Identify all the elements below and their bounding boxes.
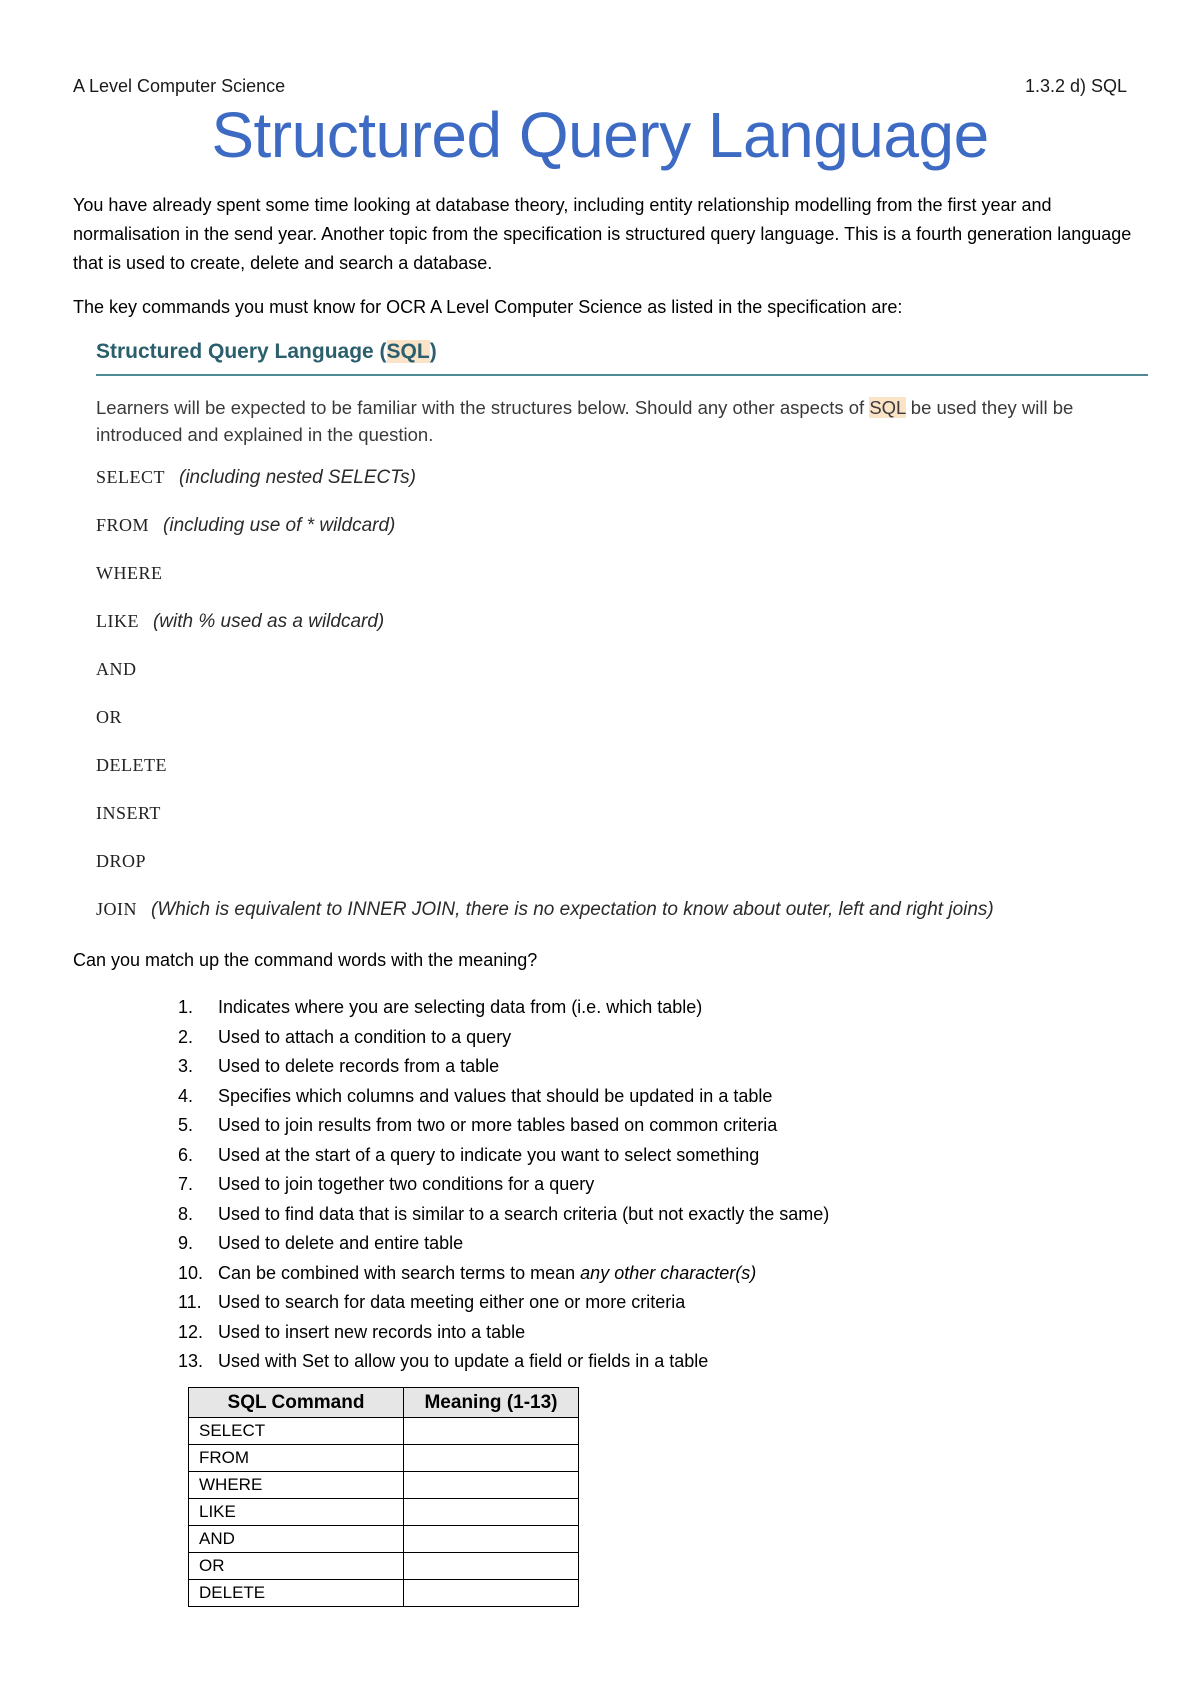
command-name: OR [96,707,123,727]
meaning-answer-cell[interactable] [404,1418,579,1445]
item-text: Used to attach a condition to a query [218,1026,512,1047]
spec-heading-highlight: SQL [386,340,430,363]
item-text: Used to find data that is similar to a search criteria (but not exactly the same) [218,1203,830,1224]
command-cell: WHERE [189,1472,404,1499]
list-item [178,1200,829,1230]
spec-command-item [96,707,122,729]
command-name: INSERT [96,803,161,823]
header-topic-code: 1.3.2 d) SQL [1024,76,1127,96]
item-text: Used to delete records from a table [218,1056,500,1076]
item-text: Used to join together two conditions for a query [218,1174,595,1194]
spec-heading-suffix: ) [429,340,437,363]
list-item [178,1170,829,1200]
item-number: 11. [178,1292,202,1312]
list-item [178,1318,829,1348]
spec-command-item [96,515,395,537]
spec-description [96,394,1146,448]
spec-heading [96,340,437,364]
header-course: A Level Computer Science [73,76,286,96]
list-item [178,1347,829,1377]
item-number: 2. [178,1026,194,1047]
item-text-italic: any other character(s) [580,1262,757,1283]
spec-heading-prefix: Structured Query Language ( [96,340,387,363]
table-row [189,1499,579,1526]
item-text: Specifies which columns and values that should be updated in a table [218,1085,773,1106]
list-item [178,1052,829,1082]
command-cell: AND [189,1526,404,1553]
item-text: Can be combined with search terms to mean [218,1262,581,1283]
spec-command-item [96,611,384,633]
spec-command-item [96,659,137,681]
table-row [189,1445,579,1472]
table-row [189,1418,579,1445]
meaning-answer-cell[interactable] [404,1445,579,1472]
command-note: (with % used as a wildcard) [152,611,385,632]
list-item [178,1288,829,1318]
item-text: Used to delete and entire table [218,1233,464,1253]
item-text: Indicates where you are selecting data from (i.e. which table) [218,997,703,1017]
item-number: 8. [178,1203,194,1224]
table-row [189,1472,579,1499]
list-item [178,1259,829,1289]
table-header-row [189,1388,579,1418]
command-cell: OR [189,1553,404,1580]
column-header-meaning: Meaning (1-13) [404,1388,579,1418]
list-item [178,1141,829,1171]
command-name: JOIN [96,899,137,919]
list-item [178,1082,829,1112]
item-number: 4. [178,1085,194,1106]
spec-desc-suffix: be used they will be introduced and explained in the question. [96,397,1074,445]
item-text: Used to insert new records into a table [218,1321,526,1342]
spec-command-item [96,851,146,873]
command-name: FROM [96,515,150,535]
command-name: LIKE [96,611,139,631]
item-text: Used at the start of a query to indicate you want to select something [218,1144,760,1165]
command-name: SELECT [96,467,165,487]
spec-command-item [96,899,994,921]
item-text: Used to search for data meeting either one or more criteria [218,1292,686,1312]
spec-desc-prefix: Learners will be expected to be familiar with the structures below. Should any other aspects of [96,397,870,418]
spec-command-item [96,563,162,585]
meanings-list [178,993,829,1377]
spec-desc-highlight: SQL [869,397,906,418]
command-cell: SELECT [189,1418,404,1445]
item-number: 3. [178,1056,194,1076]
item-number: 7. [178,1174,194,1194]
list-item [178,1023,829,1053]
command-cell: LIKE [189,1499,404,1526]
list-item [178,1229,829,1259]
command-note: (including nested SELECTs) [179,467,416,488]
spec-command-item [96,803,161,825]
command-cell: DELETE [189,1580,404,1607]
item-text: Used to join results from two or more tables based on common criteria [218,1115,778,1135]
meaning-answer-cell[interactable] [404,1553,579,1580]
meaning-answer-cell[interactable] [404,1499,579,1526]
answer-table [188,1387,579,1607]
command-note: (including use of * wildcard) [163,515,396,536]
item-number: 9. [178,1233,194,1253]
item-number: 6. [178,1144,194,1165]
item-number: 10. [178,1262,204,1283]
column-header-command: SQL Command [189,1388,404,1418]
spec-command-item [96,755,167,777]
item-number: 12. [178,1321,204,1342]
intro-paragraph: You have already spent some time looking at database theory, including entity relationship modelling from the first year and normalisation in the send year. Another topic from the specification is structured query language. This is a fourth generation language that is used to create, delete and search a database. [73,195,1132,273]
match-question: Can you match up the command words with the meaning? [73,950,538,970]
item-number: 1. [178,997,194,1017]
command-name: AND [96,659,137,679]
list-item [178,993,829,1023]
item-number: 5. [178,1115,194,1135]
document-title: Structured Query Language [211,99,989,171]
meaning-answer-cell[interactable] [404,1472,579,1499]
command-name: DELETE [96,755,167,775]
command-name: DROP [96,851,147,871]
table-row [189,1553,579,1580]
key-commands-line: The key commands you must know for OCR A Level Computer Science as listed in the specification are: [73,297,903,317]
page-header [73,76,1127,97]
command-cell: FROM [189,1445,404,1472]
list-item [178,1111,829,1141]
meaning-answer-cell[interactable] [404,1526,579,1553]
spec-heading-rule [96,374,1148,376]
item-text: Used with Set to allow you to update a field or fields in a table [218,1351,709,1371]
spec-command-item [96,467,416,489]
table-row [189,1526,579,1553]
command-note: (Which is equivalent to INNER JOIN, there is no expectation to know about outer, left and right joins) [151,899,994,920]
table-row [189,1580,579,1607]
item-number: 13. [178,1351,204,1371]
meaning-answer-cell[interactable] [404,1580,579,1607]
command-name: WHERE [96,563,163,583]
